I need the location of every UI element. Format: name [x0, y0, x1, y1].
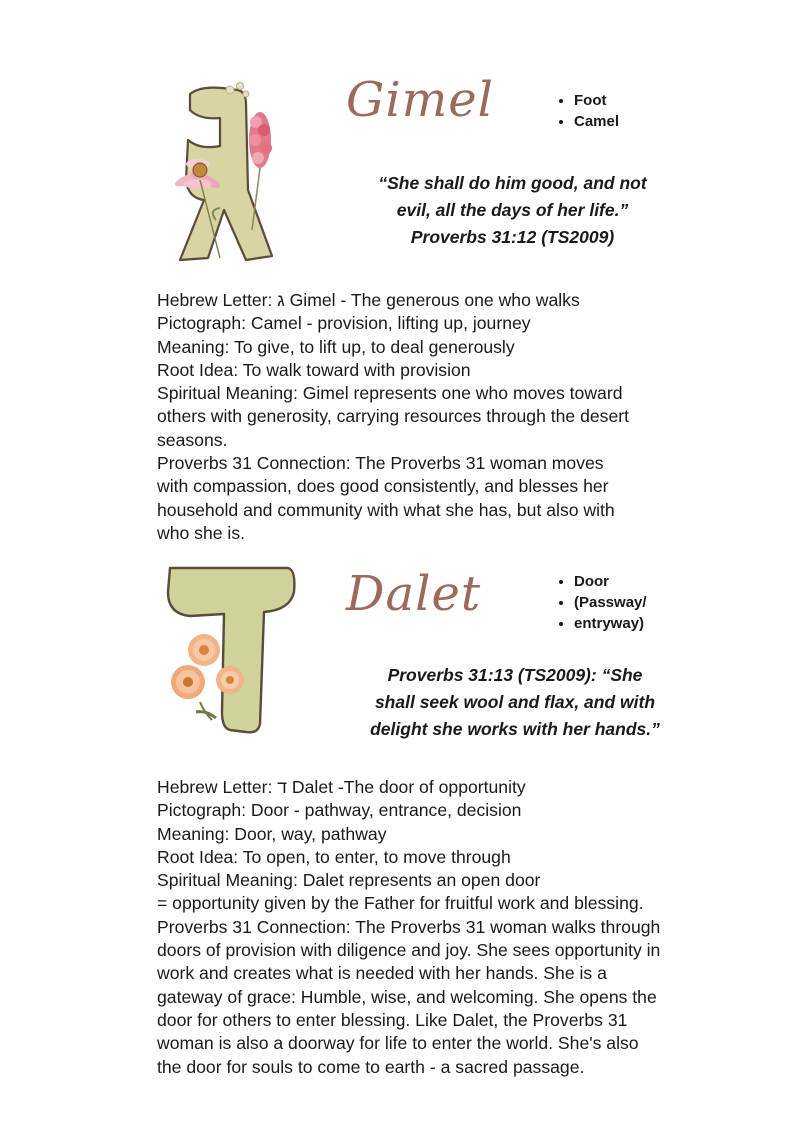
text-line: = opportunity given by the Father for fruitful work and blessing.: [157, 893, 644, 914]
quote-line: “She shall do him good, and not: [378, 173, 647, 193]
quote-line: Proverbs 31:13 (TS2009): “She: [387, 665, 643, 685]
text-line: Meaning: Door, way, pathway: [157, 823, 387, 844]
text-line: who she is.: [157, 522, 246, 543]
text-line: Spiritual Meaning: Dalet represents an open door: [157, 870, 541, 891]
quote-line: delight she works with her hands.”: [370, 719, 660, 739]
text-line: Hebrew Letter: ג Gimel - The generous one who walks: [157, 290, 580, 310]
text-line: Proverbs 31 Connection: The Proverbs 31 woman moves: [157, 453, 604, 474]
text-line: Pictograph: Camel - provision, lifting up, journey: [157, 313, 531, 334]
text-line: Pictograph: Door - pathway, entrance, decision: [157, 800, 522, 821]
text-line: woman is also a doorway for life to enter the world. She's also: [157, 1033, 639, 1054]
gimel-body-text: [157, 289, 717, 545]
text-line: household and community with what she has, but also with: [157, 499, 615, 520]
text-line: Meaning: To give, to lift up, to deal generously: [157, 336, 515, 357]
dalet-body-text: [157, 776, 717, 1079]
text-line: work and creates what is needed with her hands. She is a: [157, 963, 607, 984]
gimel-letter-illustration: [160, 80, 290, 270]
quote-line: Proverbs 31:12 (TS2009): [410, 227, 615, 247]
list-item: • Door: [574, 571, 647, 592]
text-line: seasons.: [157, 429, 228, 450]
list-item: • entryway): [574, 613, 647, 634]
dalet-quote: [345, 662, 685, 743]
quote-line: evil, all the days of her life.”: [396, 200, 629, 220]
text-line: doors of provision with diligence and joy. She sees opportunity in: [157, 940, 661, 961]
text-line: others with generosity, carrying resources through the desert: [157, 406, 630, 427]
gimel-quote: [350, 170, 675, 251]
text-line: Spiritual Meaning: Gimel represents one who moves toward: [157, 383, 623, 404]
text-line: Proverbs 31 Connection: The Proverbs 31 woman walks through: [157, 916, 661, 937]
text-line: gateway of grace: Humble, wise, and welcoming. She opens the: [157, 986, 657, 1007]
dalet-letter-illustration: [160, 562, 300, 737]
list-item: • Foot: [574, 90, 619, 111]
list-item: • (Passway/: [574, 592, 647, 613]
list-item: • Camel: [574, 111, 619, 132]
section-title-dalet: Dalet: [346, 566, 482, 622]
quote-line: shall seek wool and flax, and with: [374, 692, 656, 712]
text-line: the door for souls to come to earth - a sacred passage.: [157, 1056, 585, 1077]
text-line: Root Idea: To walk toward with provision: [157, 359, 471, 380]
text-line: door for others to enter blessing. Like Dalet, the Proverbs 31: [157, 1009, 628, 1030]
gimel-bullet-list: [556, 90, 619, 132]
section-title-gimel: Gimel: [346, 72, 494, 128]
text-line: with compassion, does good consistently, and blesses her: [157, 476, 609, 497]
text-line: Root Idea: To open, to enter, to move through: [157, 846, 511, 867]
dalet-bullet-list: [556, 571, 647, 634]
text-line: Hebrew Letter: ד Dalet -The door of opportunity: [157, 777, 526, 797]
